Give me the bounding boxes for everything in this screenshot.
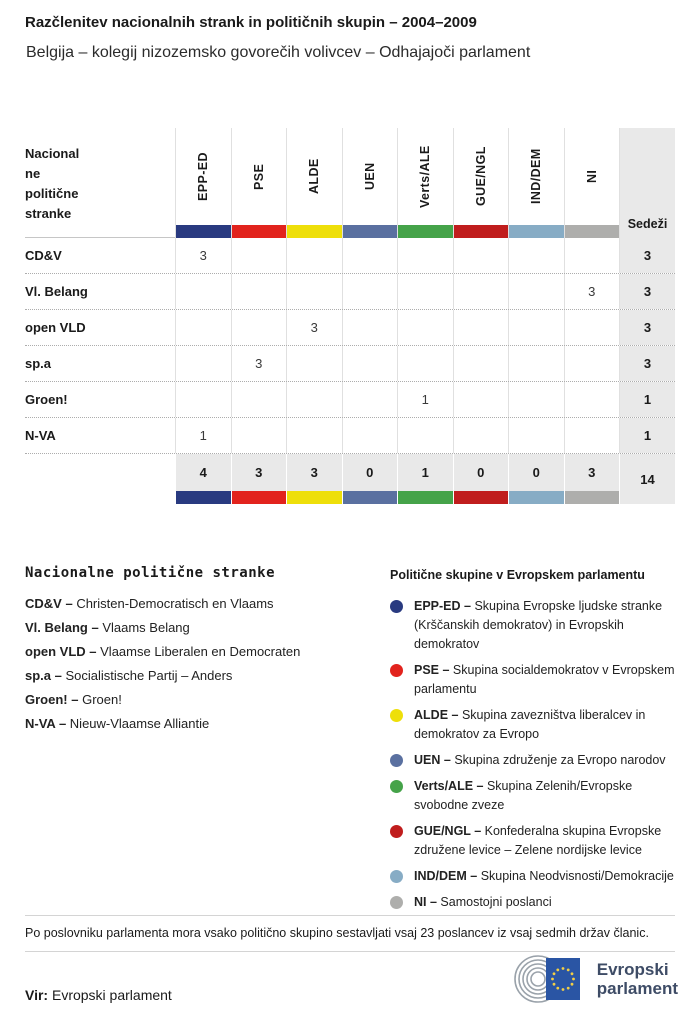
row-header-label: Nacionalne politične stranke bbox=[25, 146, 80, 221]
value-cell bbox=[397, 274, 453, 309]
party-label: CD&V bbox=[25, 248, 62, 263]
legend-item: CD&V – Christen-Democratisch en Vlaams bbox=[25, 596, 274, 611]
logo-wordmark: Evropski parlament bbox=[596, 960, 678, 998]
value-cell bbox=[231, 382, 287, 417]
total-cell: 3 bbox=[286, 454, 342, 504]
total-cell: 0 bbox=[342, 454, 398, 504]
group-color-dot bbox=[390, 896, 403, 909]
value-cell bbox=[286, 274, 342, 309]
column-header-verts-ale: Verts/ALE bbox=[397, 128, 453, 238]
value-cell: 3 bbox=[175, 238, 231, 273]
color-bar bbox=[343, 225, 398, 238]
value-cell bbox=[453, 418, 509, 453]
eu-parliament-logo bbox=[504, 953, 678, 1005]
totals-row bbox=[25, 454, 675, 504]
legend-item: Vl. Belang – Vlaams Belang bbox=[25, 620, 190, 635]
total-cell: 1 bbox=[397, 454, 453, 504]
value-cell bbox=[231, 238, 287, 273]
footnote: Po poslovniku parlamenta mora vsako politično skupino sestavljati vsaj 23 poslancev iz vsaj sedmih držav članic. bbox=[25, 926, 649, 940]
value-cell bbox=[342, 274, 398, 309]
total-cell: 0 bbox=[453, 454, 509, 504]
value-cell bbox=[564, 310, 620, 345]
table-row bbox=[25, 382, 675, 418]
value-cell bbox=[564, 418, 620, 453]
value-cell bbox=[564, 346, 620, 381]
value-cell bbox=[397, 418, 453, 453]
value-cell bbox=[175, 274, 231, 309]
color-bar bbox=[509, 491, 564, 504]
corner-header-cell bbox=[25, 128, 175, 238]
value-cell bbox=[286, 418, 342, 453]
legend-title: Politične skupine v Evropskem parlamentu bbox=[390, 568, 645, 582]
divider bbox=[25, 951, 675, 952]
page-title: Razčlenitev nacionalnih strank in političnih skupin – 2004–2009 bbox=[25, 14, 477, 31]
total-cell: 0 bbox=[508, 454, 564, 504]
value-cell bbox=[231, 274, 287, 309]
color-bar bbox=[398, 225, 453, 238]
value-cell bbox=[508, 274, 564, 309]
group-color-dot bbox=[390, 870, 403, 883]
value-cell bbox=[342, 418, 398, 453]
party-label: Groen! bbox=[25, 392, 68, 407]
legend-item: NI – Samostojni poslanci bbox=[390, 893, 688, 912]
column-header-uen: UEN bbox=[342, 128, 398, 238]
table-row bbox=[25, 274, 675, 310]
table-row bbox=[25, 238, 675, 274]
group-color-dot bbox=[390, 709, 403, 722]
legend-item: UEN – Skupina združenje za Evropo narodov bbox=[390, 751, 688, 770]
table-header-row bbox=[25, 128, 675, 238]
value-cell bbox=[564, 382, 620, 417]
group-color-dot bbox=[390, 600, 403, 613]
column-header-ni: NI bbox=[564, 128, 620, 238]
legend-item: sp.a – Socialistische Partij – Anders bbox=[25, 668, 233, 683]
value-cell bbox=[286, 382, 342, 417]
page-subtitle: Belgija – kolegij nizozemsko govorečih volivcev – Odhajajoči parlament bbox=[26, 44, 531, 61]
value-cell: 1 bbox=[175, 418, 231, 453]
value-cell bbox=[397, 346, 453, 381]
party-label: sp.a bbox=[25, 356, 52, 371]
value-cell bbox=[342, 310, 398, 345]
value-cell bbox=[342, 382, 398, 417]
value-cell bbox=[175, 310, 231, 345]
seats-table bbox=[25, 128, 675, 504]
legend-item: GUE/NGL – Konfederalna skupina Evropske združene levice – Zelene nordijske levice bbox=[390, 822, 688, 860]
group-color-dot bbox=[390, 780, 403, 793]
value-cell bbox=[453, 346, 509, 381]
color-bar bbox=[176, 491, 231, 504]
divider bbox=[25, 915, 675, 916]
group-color-dot bbox=[390, 825, 403, 838]
total-cell: 4 bbox=[175, 454, 231, 504]
party-label: Vl. Belang bbox=[25, 284, 88, 299]
color-bar bbox=[565, 491, 620, 504]
value-cell bbox=[508, 382, 564, 417]
legend-item: N-VA – Nieuw-Vlaamse Alliantie bbox=[25, 716, 210, 731]
color-bar bbox=[176, 225, 231, 238]
totals-empty-cell bbox=[25, 454, 175, 504]
legend-item: IND/DEM – Skupina Neodvisnosti/Demokracije bbox=[390, 867, 688, 886]
seats-cell: 3 bbox=[619, 346, 675, 381]
value-cell: 3 bbox=[231, 346, 287, 381]
legend-item: open VLD – Vlaamse Liberalen en Democraten bbox=[25, 644, 301, 659]
legend-item: ALDE – Skupina zavezništva liberalcev in demokratov za Evropo bbox=[390, 706, 688, 744]
value-cell bbox=[508, 418, 564, 453]
value-cell bbox=[231, 310, 287, 345]
seats-cell: 3 bbox=[619, 274, 675, 309]
legend-item: EPP-ED – Skupina Evropske ljudske stranke (Krščanskih demokratov) in Evropskih demokratov bbox=[390, 597, 688, 654]
value-cell bbox=[508, 346, 564, 381]
party-label: N-VA bbox=[25, 428, 56, 443]
color-bar bbox=[287, 225, 342, 238]
value-cell bbox=[342, 346, 398, 381]
value-cell bbox=[564, 238, 620, 273]
total-cell: 3 bbox=[564, 454, 620, 504]
legend-title: Nacionalne politične stranke bbox=[25, 565, 276, 581]
column-header-epp-ed: EPP-ED bbox=[175, 128, 231, 238]
value-cell: 1 bbox=[397, 382, 453, 417]
group-color-dot bbox=[390, 754, 403, 767]
value-cell bbox=[508, 310, 564, 345]
color-bar bbox=[232, 491, 287, 504]
value-cell: 3 bbox=[564, 274, 620, 309]
column-header-alde: ALDE bbox=[286, 128, 342, 238]
seats-cell: 1 bbox=[619, 382, 675, 417]
value-cell bbox=[397, 310, 453, 345]
color-bar bbox=[454, 225, 509, 238]
color-bar bbox=[565, 225, 620, 238]
column-header-gue-ngl: GUE/NGL bbox=[453, 128, 509, 238]
value-cell bbox=[286, 238, 342, 273]
party-label: open VLD bbox=[25, 320, 86, 335]
value-cell bbox=[231, 418, 287, 453]
national-parties-legend bbox=[25, 565, 365, 740]
value-cell bbox=[508, 238, 564, 273]
color-bar bbox=[232, 225, 287, 238]
legend-item: Verts/ALE – Skupina Zelenih/Evropske svobodne zveze bbox=[390, 777, 688, 815]
color-bar bbox=[398, 491, 453, 504]
value-cell bbox=[175, 382, 231, 417]
table-row bbox=[25, 346, 675, 382]
table-row bbox=[25, 418, 675, 454]
value-cell bbox=[453, 310, 509, 345]
value-cell: 3 bbox=[286, 310, 342, 345]
group-color-dot bbox=[390, 664, 403, 677]
source-line: Vir: Evropski parlament bbox=[25, 987, 172, 1003]
seats-cell: 3 bbox=[619, 238, 675, 273]
color-bar bbox=[287, 491, 342, 504]
seats-cell: 3 bbox=[619, 310, 675, 345]
seats-cell: 1 bbox=[619, 418, 675, 453]
legend-item: Groen! – Groen! bbox=[25, 692, 122, 707]
column-header-ind-dem: IND/DEM bbox=[508, 128, 564, 238]
total-cell: 3 bbox=[231, 454, 287, 504]
total-seats-cell: 14 bbox=[619, 454, 675, 504]
value-cell bbox=[453, 238, 509, 273]
color-bar bbox=[509, 225, 564, 238]
value-cell bbox=[453, 382, 509, 417]
value-cell bbox=[397, 238, 453, 273]
legend-item: PSE – Skupina socialdemokratov v Evropskem parlamentu bbox=[390, 661, 688, 699]
color-bar bbox=[343, 491, 398, 504]
political-groups-legend bbox=[390, 568, 688, 919]
value-cell bbox=[175, 346, 231, 381]
seats-column-header: Sedeži bbox=[619, 128, 675, 238]
column-header-pse: PSE bbox=[231, 128, 287, 238]
value-cell bbox=[453, 274, 509, 309]
table-row bbox=[25, 310, 675, 346]
hemicycle-eu-flag-icon bbox=[504, 953, 588, 1005]
value-cell bbox=[286, 346, 342, 381]
color-bar bbox=[454, 491, 509, 504]
value-cell bbox=[342, 238, 398, 273]
